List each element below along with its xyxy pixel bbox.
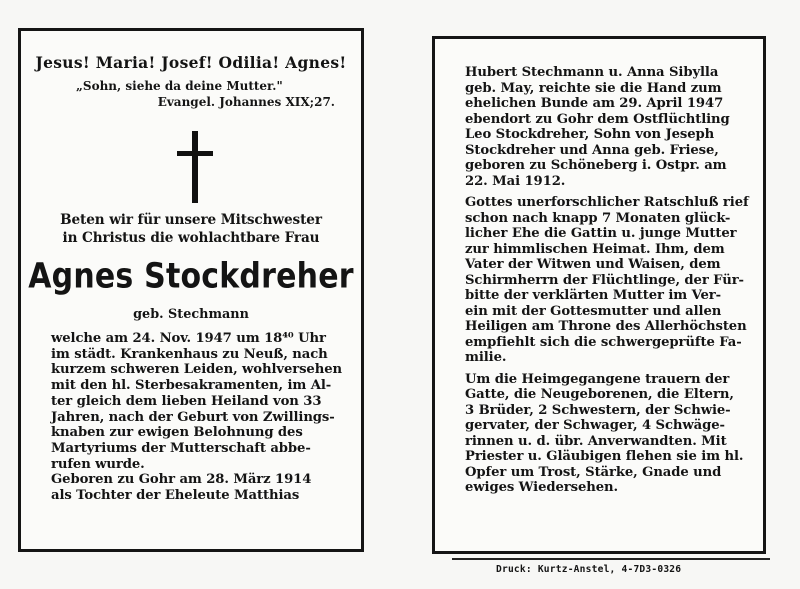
text-line: ter gleich dem lieben Heiland von 33 [51,393,322,409]
invocation: Jesus! Maria! Josef! Odilia! Agnes! [35,53,347,72]
text-line: mit den hl. Sterbesakramenten, im Al- [51,378,332,394]
text-line: Um die Heimgegangene trauern der [465,371,730,387]
footer-divider [452,558,770,560]
bible-reference: Evangel. Johannes XIX;27. [157,95,335,109]
intro-line: in Christus die wohlachtbare Frau [62,230,320,246]
text-line: als Tochter der Eheleute Matthias [51,488,300,504]
right-memorial-card [432,36,766,554]
maiden-name: geb. Stechmann [133,307,249,322]
text-line: licher Ehe die Gattin u. junge Mutter [465,226,737,241]
text-line: Martyriums der Mutterschaft abbe- [51,440,311,456]
text-line: Jahren, nach der Geburt von Zwillings- [51,409,335,425]
text-line: bitte der verklärten Mutter im Ver- [465,288,722,303]
text-line: 3 Brüder, 2 Schwestern, der Schwie- [465,402,731,418]
intro-text [21,211,361,247]
text-line: kurzem schweren Leiden, wohlversehen [51,362,342,378]
printer-imprint: Druck: Kurtz-Anstel, 4-7D3-0326 [496,564,682,575]
text-line: Geboren zu Gohr am 28. März 1914 [51,472,312,488]
text-line: Hubert Stechmann u. Anna Sibylla [465,65,719,80]
text-line: 22. Mai 1912. [465,173,566,189]
text-line: welche am 24. Nov. 1947 um 18⁴⁰ Uhr [51,331,326,346]
text-line: Leo Stockdreher, Sohn von Jeseph [465,127,715,142]
text-line: schon nach knapp 7 Monaten glück- [465,210,731,226]
text-line: knaben zur ewigen Belohnung des [51,425,303,441]
text-line: Gatte, die Neugeborenen, die Eltern, [465,387,734,402]
text-line: geboren zu Schöneberg i. Ostpr. am [465,158,727,173]
left-memorial-card [18,28,364,552]
bible-quote: „Sohn, siehe da deine Mutter." [76,79,283,93]
cross-icon [177,131,213,203]
text-line: Priester u. Gläubigen flehen sie im hl. [465,449,744,464]
deceased-name: Agnes Stockdreher [28,256,354,297]
text-line: zur himmlischen Heimat. Ihm, dem [465,241,725,257]
text-line: Opfer um Trost, Stärke, Gnade und [465,464,722,480]
text-line: Stockdreher und Anna geb. Friese, [465,142,719,158]
text-line: Heiligen am Throne des Allerhöchsten [465,319,747,334]
text-line: ewiges Wiedersehen. [465,480,618,495]
text-line: geb. May, reichte sie die Hand zum [465,80,722,96]
text-line: ehelichen Bunde am 29. April 1947 [465,96,724,111]
text-line: empfiehlt sich die schwergeprüfte Fa- [465,334,742,350]
text-line: im städt. Krankenhaus zu Neuß, nach [51,346,328,362]
intro-line: Beten wir für unsere Mitschwester [60,212,322,228]
text-line: gervater, der Schwager, 4 Schwäge- [465,418,725,433]
right-body-text [465,65,763,496]
text-line: Gottes unerforschlicher Ratschluß rief [465,195,749,210]
text-line: ebendort zu Gohr dem Ostflüchtling [465,111,730,127]
left-body-text [51,331,361,504]
text-line: Vater der Witwen und Waisen, dem [465,257,721,272]
text-line: ein mit der Gottesmutter und allen [465,303,722,319]
text-line: milie. [465,350,507,365]
text-line: rinnen u. d. übr. Anverwandten. Mit [465,433,727,449]
text-line: Schirmherrn der Flüchtlinge, der Für- [465,272,744,288]
text-line: rufen wurde. [51,456,145,472]
